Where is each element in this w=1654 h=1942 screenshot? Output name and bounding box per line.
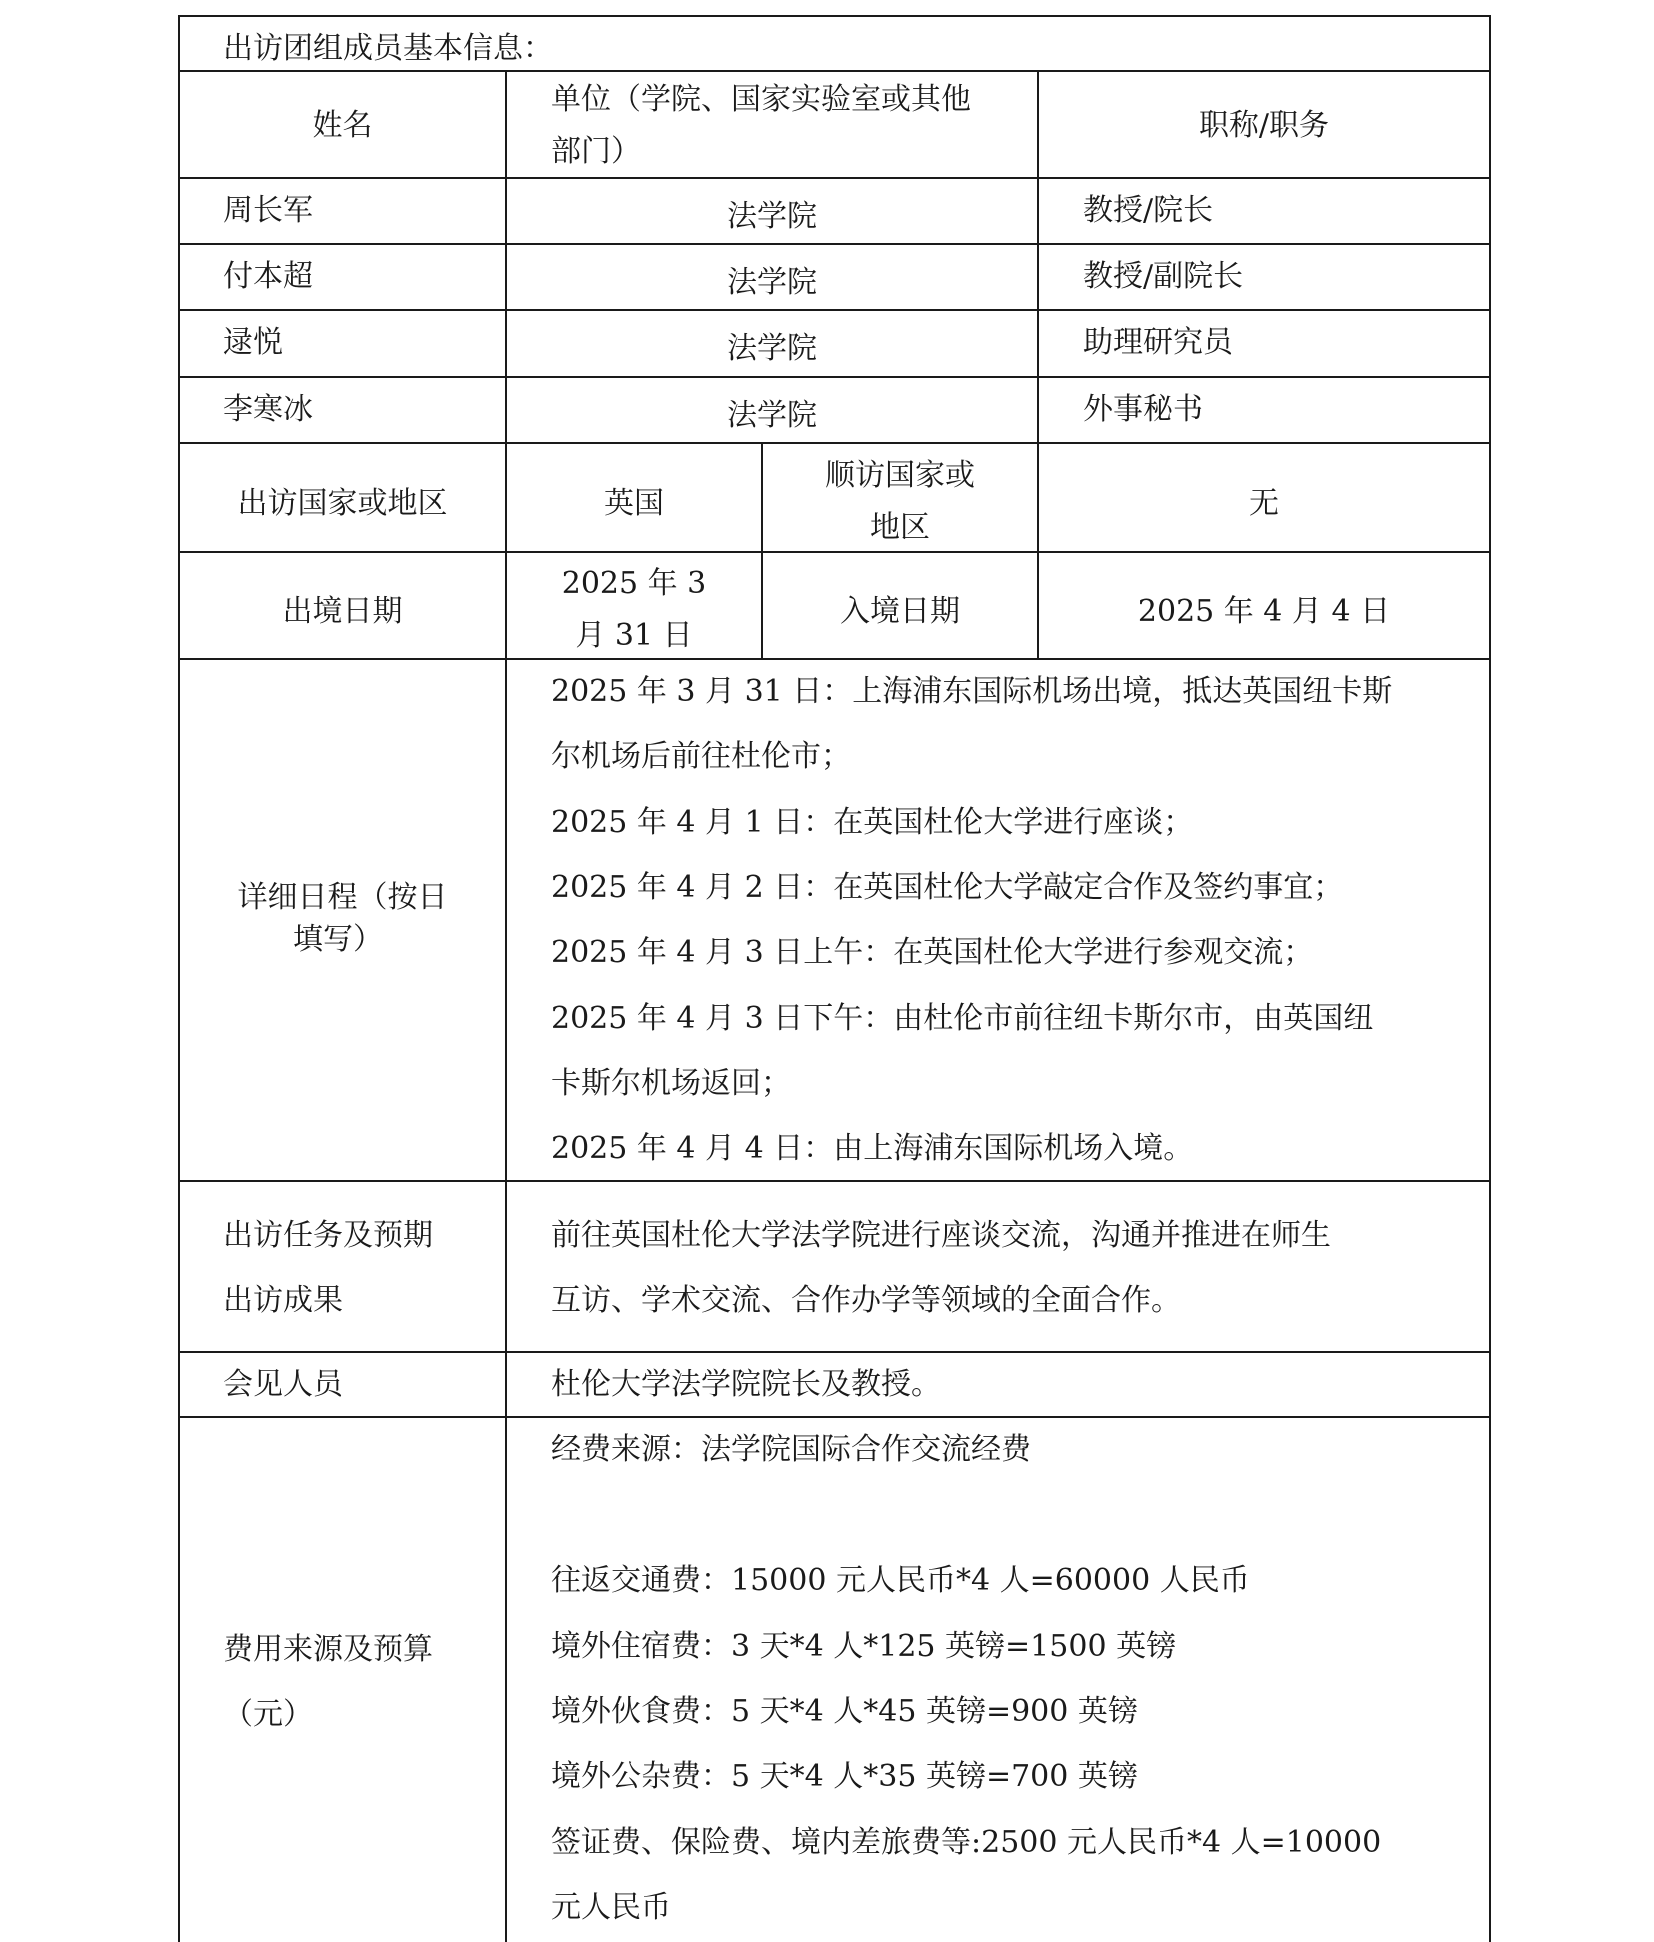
budget-visa-line: 签证费、保险费、境内差旅费等:2500 元人民币*4 人=10000 — [551, 1825, 1382, 1860]
member-title: 教授/院长 — [1083, 193, 1214, 228]
member-title: 教授/副院长 — [1083, 259, 1244, 294]
entry-date-label: 入境日期 — [840, 594, 960, 629]
destination-label: 出访国家或地区 — [237, 486, 448, 521]
table-rule — [1037, 70, 1039, 658]
header-unit: 单位（学院、国家实验室或其他 部门） — [551, 82, 971, 169]
member-title: 外事秘书 — [1083, 392, 1203, 427]
extra-destination-label: 顺访国家或 地区 — [825, 458, 975, 545]
table-rule — [178, 70, 1491, 72]
entry-date-value: 2025 年 4 月 4 日 — [1137, 594, 1391, 629]
table-rule — [178, 15, 180, 1942]
table-rule — [178, 551, 1491, 553]
meeting-value: 杜伦大学法学院院长及教授。 — [551, 1367, 941, 1402]
header-name: 姓名 — [312, 108, 373, 143]
schedule-label: 详细日程（按日 填写） — [237, 880, 448, 957]
schedule-line: 2025 年 3 月 31 日：上海浦东国际机场出境，抵达英国纽卡斯 — [551, 674, 1393, 709]
member-title: 助理研究员 — [1083, 325, 1233, 360]
table-rule — [1489, 15, 1491, 1942]
table-rule — [178, 1416, 1491, 1418]
mission-label-line: 出访任务及预期 — [223, 1218, 433, 1253]
schedule-line: 卡斯尔机场返回； — [551, 1066, 791, 1101]
schedule-line: 2025 年 4 月 4 日：由上海浦东国际机场入境。 — [551, 1131, 1194, 1166]
table-rule — [178, 442, 1491, 444]
table-rule — [178, 658, 1491, 660]
budget-label-line: （元） — [223, 1697, 313, 1732]
schedule-line: 2025 年 4 月 3 日下午：由杜伦市前往纽卡斯尔市，由英国纽 — [551, 1001, 1374, 1036]
schedule-line: 尔机场后前往杜伦市； — [551, 739, 851, 774]
schedule-line: 2025 年 4 月 2 日：在英国杜伦大学敲定合作及签约事宜； — [551, 870, 1344, 905]
budget-misc: 境外公杂费：5 天*4 人*35 英镑=700 英镑 — [551, 1759, 1138, 1794]
member-name: 周长军 — [223, 193, 313, 228]
destination-value: 英国 — [604, 486, 664, 521]
mission-label-line: 出访成果 — [223, 1283, 343, 1318]
member-unit: 法学院 — [727, 265, 817, 300]
table-rule — [178, 309, 1491, 311]
table-rule — [178, 376, 1491, 378]
exit-date-label: 出境日期 — [282, 594, 403, 629]
table-rule — [178, 15, 1491, 17]
section-title: 出访团组成员基本信息： — [223, 31, 553, 66]
schedule-line: 2025 年 4 月 3 日上午：在英国杜伦大学进行参观交流； — [551, 935, 1314, 970]
table-rule — [178, 243, 1491, 245]
mission-text-line: 互访、学术交流、合作办学等领域的全面合作。 — [551, 1283, 1181, 1318]
budget-source: 经费来源：法学院国际合作交流经费 — [551, 1432, 1031, 1467]
budget-meals: 境外伙食费：5 天*4 人*45 英镑=900 英镑 — [551, 1694, 1138, 1729]
meeting-label: 会见人员 — [223, 1367, 343, 1402]
member-name: 付本超 — [223, 259, 313, 294]
table-rule — [178, 1180, 1491, 1182]
exit-date-value: 2025 年 3 月 31 日 — [561, 566, 707, 653]
mission-text-line: 前往英国杜伦大学法学院进行座谈交流，沟通并推进在师生 — [551, 1218, 1331, 1253]
budget-label-line: 费用来源及预算 — [223, 1632, 433, 1667]
schedule-line: 2025 年 4 月 1 日：在英国杜伦大学进行座谈； — [551, 805, 1194, 840]
extra-destination-value: 无 — [1249, 486, 1279, 521]
header-title: 职称/职务 — [1198, 108, 1330, 143]
member-unit: 法学院 — [727, 331, 817, 366]
budget-transport: 往返交通费：15000 元人民币*4 人=60000 人民币 — [551, 1563, 1250, 1598]
budget-visa-line: 元人民币 — [551, 1890, 671, 1925]
member-name: 李寒冰 — [223, 392, 313, 427]
table-rule — [178, 1351, 1491, 1353]
budget-lodging: 境外住宿费：3 天*4 人*125 英镑=1500 英镑 — [551, 1629, 1177, 1664]
member-unit: 法学院 — [727, 199, 817, 234]
table-rule — [178, 177, 1491, 179]
member-unit: 法学院 — [727, 398, 817, 433]
member-name: 逯悦 — [223, 325, 283, 360]
